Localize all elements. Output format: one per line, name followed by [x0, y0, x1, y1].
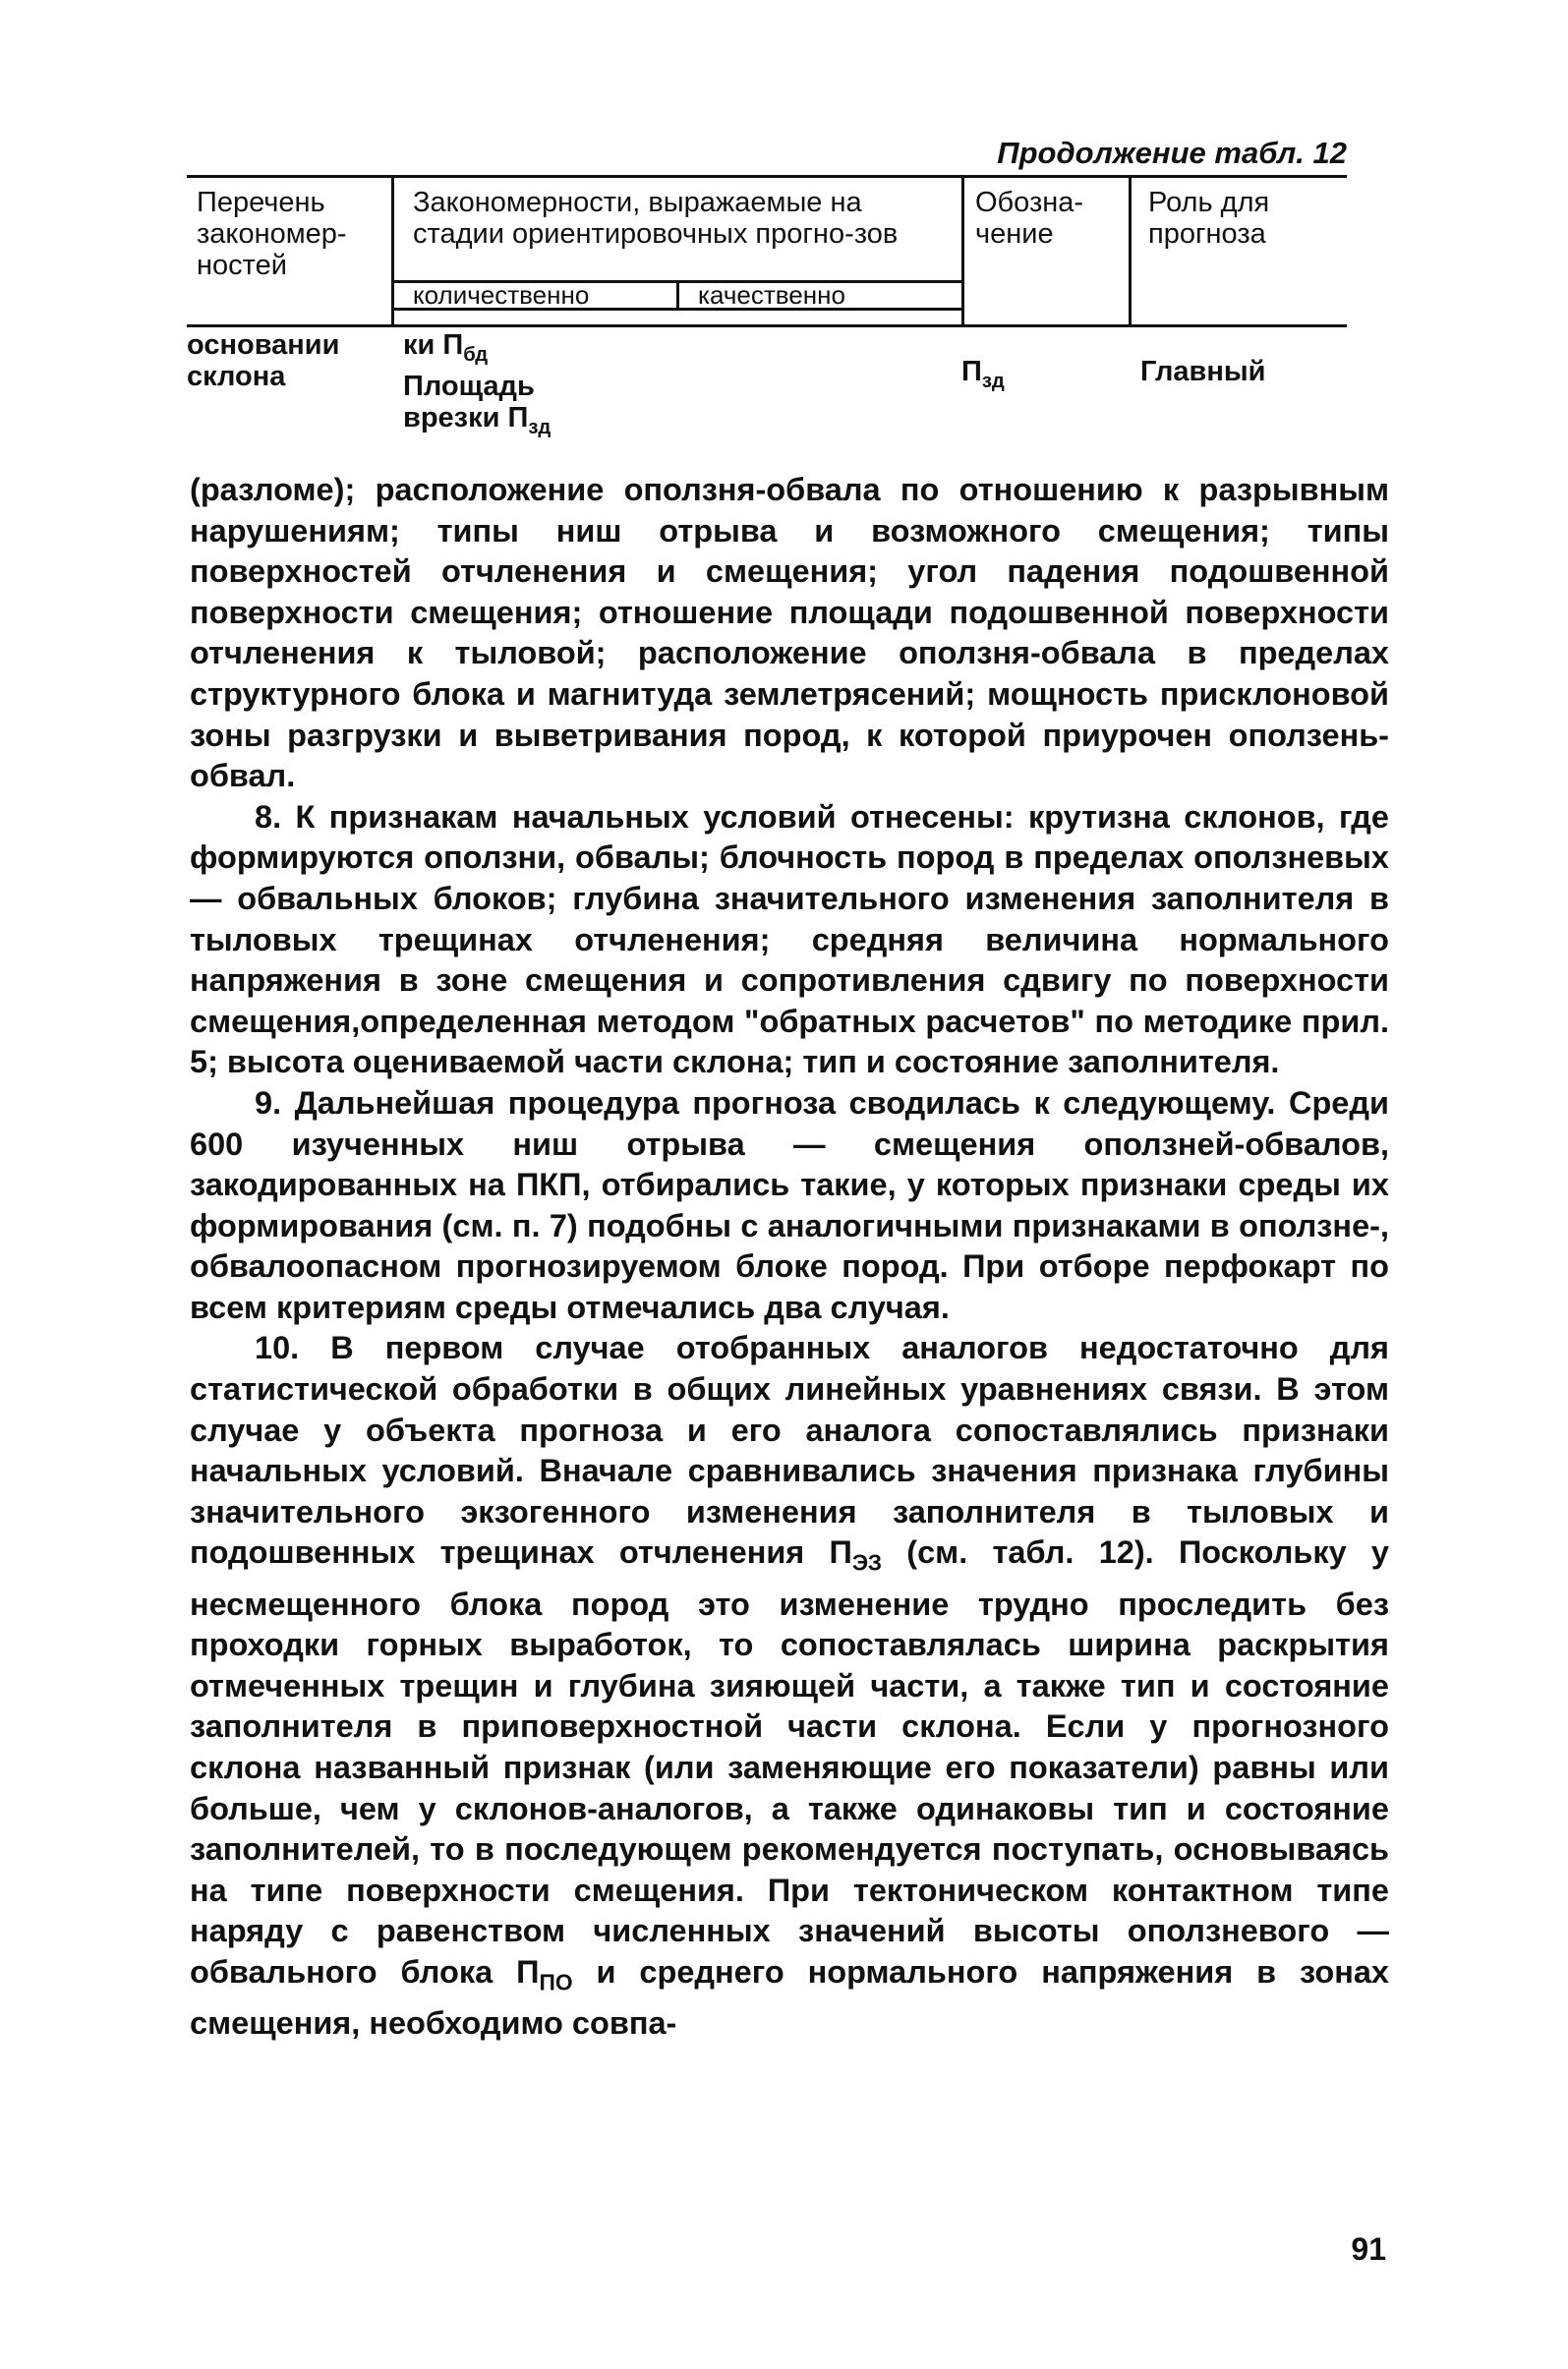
paragraph-10-sub-b: ПО — [539, 1969, 573, 1995]
paragraph-continued: (разломе); расположение оползня-обвала по отношению к разрывным нарушениям; типы ниш отрыва и возможного смещения; типы поверхностей отчленения и смещения; угол падения подошвенной поверхности смещения; отношение площади подошвенной поверхности отчленения к тыловой; расположение оползня-обвала в пределах структурного блока и магнитуда землетрясений; мощность присклоновой зоны разгрузки и выветривания пород, к которой приурочен оползень-обвал. — [190, 472, 1389, 794]
table-subheader-divider — [676, 282, 679, 310]
paragraph-10-part-b: (см. табл. 12). Поскольку у несмещенного блока пород это изменение трудно проследить без проходки горных выработок, то сопоставлялась ширина раскрытия отмеченных трещин и глубина зияющей части, а также тип и состояние заполнителя в приповерхностной части склона. Если у прогнозного склона названный признак (или заменяющие его показатели) равны или больше, чем у склонов-аналогов, а также одинаковы тип и состояние заполнителей, то в последующем рекомендуется поступать, основываясь на типе поверхности смещения. При тектоническом контактном типе наряду с равенством численных значений высоты оползневого — обвального блока П — [190, 1534, 1389, 1990]
table-row-role-cell: Главный — [1140, 356, 1266, 387]
row-text-line3: врезки П — [403, 401, 529, 433]
paragraph-8: 8. К признакам начальных условий отнесены: крутизна склонов, где формируются оползни, обвалы; блочность пород в пределах оползневых — обвальных блоков; глубина значительного изменения заполнителя в тыловых трещинах отчленения; средняя величина нормального напряжения в зоне смещения и сопротивления сдвигу по поверхности смещения,определенная методом "обратных расчетов" по методике прил. 5; высота оцениваемой части склона; тип и состояние заполнителя. — [190, 798, 1389, 1080]
table-header-bottom-rule — [187, 324, 1347, 327]
paragraph-10-part-c: и среднего нормального напряжения в зонах смещения, необходимо совпа- — [190, 1953, 1390, 2041]
table-header-role: Роль для прогноза — [1148, 187, 1270, 250]
paragraph-9: 9. Дальнейшая процедура прогноза сводилась к следующему. Среди 600 изученных ниш отрыва — смещения оползней-обвалов, закодированных на ПКП, отбирались такие, у которых признаки среды их формирования (см. п. 7) подобны с аналогичными признаками в оползне-, обвалоопасном прогнозируемом блоке пород. При отборе перфокарт по всем критериям среды отмечались два случая. — [190, 1084, 1389, 1325]
designation-symbol: П — [961, 356, 982, 387]
table-header-regularities: Закономерности, выражаемые на стадии ориентировочных прогно-зов — [413, 187, 899, 250]
table-divider-3 — [1129, 175, 1132, 324]
table-top-rule — [187, 175, 1347, 178]
table-subheader-quantitative: количественно — [413, 280, 590, 310]
row-text-line2: Площадь — [403, 370, 535, 402]
page-number: 91 — [1351, 2231, 1386, 2267]
row-text-line1: ки П — [403, 329, 464, 361]
table-continuation-label: Продолжение табл. 12 — [997, 136, 1347, 170]
table-header-list: Перечень закономер-ностей — [197, 187, 347, 281]
designation-sub: зд — [981, 370, 1005, 392]
table-divider-2 — [961, 175, 964, 324]
row-sub-line1: бд — [463, 343, 489, 366]
table-header-designation: Обозна-чение — [975, 187, 1084, 250]
row-sub-line3: зд — [528, 416, 552, 438]
table-row-list-cell: основании склона — [187, 329, 340, 392]
paragraph-10-part-a: 10. В первом случае отобранных аналогов недостаточно для статистической обработки в общих линейных уравнениях связи. В этом случае у объекта прогноза и его аналога сопоставлялись признаки начальных условий. Вначале сравнивались значения признака глубины значительного экзогенного изменения заполнителя в тыловых и подошвенных трещинах отчленения П — [190, 1330, 1389, 1571]
table-divider-1 — [391, 175, 394, 324]
table-row-designation-cell — [961, 356, 1089, 397]
body-text — [190, 470, 1389, 2045]
paragraph-10-sub-a: ЭЗ — [851, 1549, 883, 1576]
paragraph-10 — [190, 1328, 1389, 2044]
table-subheader-qualitative: качественно — [698, 280, 845, 310]
table-row-regularity-cell — [403, 329, 796, 443]
